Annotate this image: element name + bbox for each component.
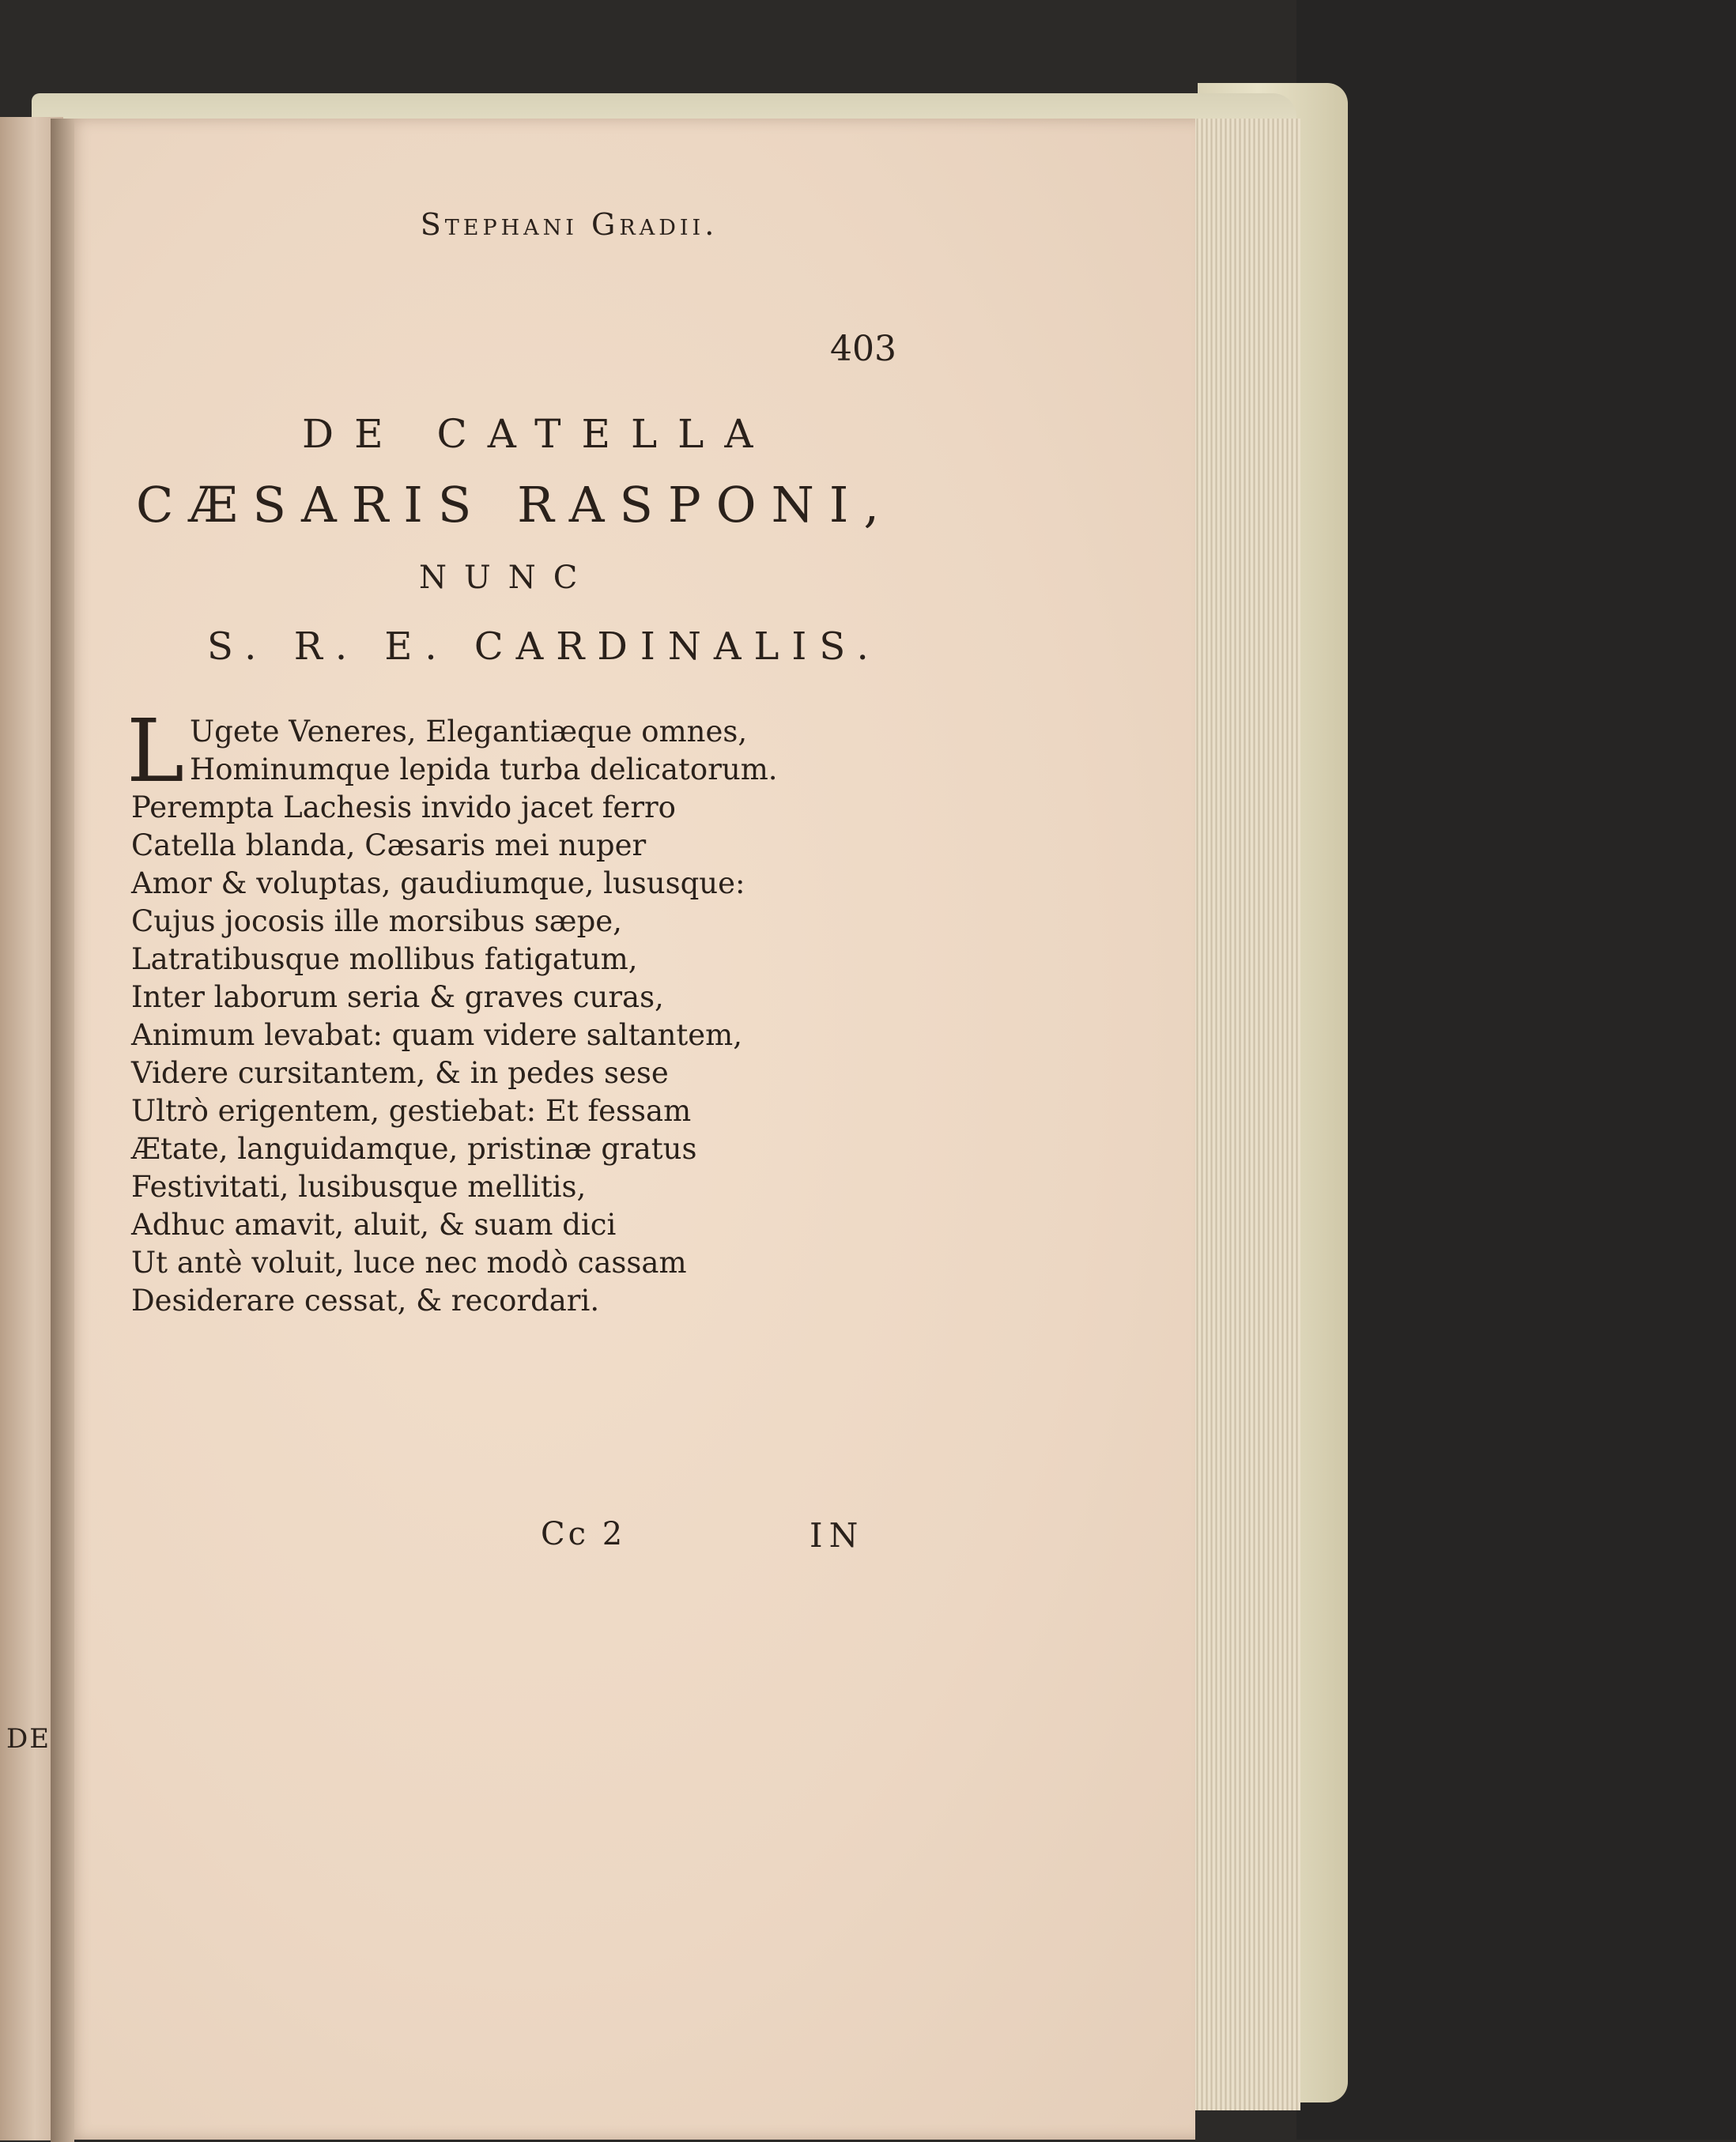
verse-line: Ugete Veneres, Elegantiæque omnes, (190, 715, 748, 749)
running-head: Stephani Gradii. (420, 207, 719, 242)
verse-line: Ultrò erigentem, gestiebat: Et fessam (131, 1094, 692, 1128)
facing-page-catchword: DE (6, 1723, 51, 1755)
verse-line: Cujus jocosis ille morsibus sæpe, (131, 904, 622, 938)
drop-cap: L (126, 700, 185, 801)
verse-line: Hominumque lepida turba delicatorum. (190, 752, 778, 786)
verse-line: Catella blanda, Cæsaris mei nuper (131, 828, 647, 862)
title-line-1: DE CATELLA (302, 411, 774, 457)
verse-line: Inter laborum seria & graves curas, (131, 980, 664, 1014)
verse-line: Desiderare cessat, & recordari. (131, 1284, 600, 1318)
verse-line: Latratibusque mollibus fatigatum, (131, 942, 638, 976)
signature-mark: Cc 2 (541, 1516, 626, 1552)
verse-line: Festivitati, lusibusque mellitis, (131, 1170, 587, 1204)
verse-line: Ut antè voluit, luce nec modò cassam (131, 1246, 687, 1280)
verse-line: Ætate, languidamque, pristinæ gratus (131, 1132, 697, 1166)
title-line-2: CÆSARIS RASPONI, (136, 476, 895, 534)
verse-line: Perempta Lachesis invido jacet ferro (131, 790, 676, 824)
page-edges (1194, 119, 1300, 2110)
verse-line: Animum levabat: quam videre saltantem, (131, 1018, 743, 1052)
title-line-3: NUNC (419, 560, 595, 596)
verse-line: Amor & voluptas, gaudiumque, lususque: (131, 866, 745, 900)
verse-line: Videre cursitantem, & in pedes sese (131, 1056, 669, 1090)
verse-line: Adhuc amavit, aluit, & suam dici (131, 1208, 617, 1242)
background-right (1296, 0, 1736, 2140)
page-number: 403 (830, 329, 896, 369)
catchword: IN (810, 1516, 865, 1555)
title-line-4: S. R. E. CARDINALIS. (207, 624, 881, 669)
gutter (51, 119, 74, 2142)
